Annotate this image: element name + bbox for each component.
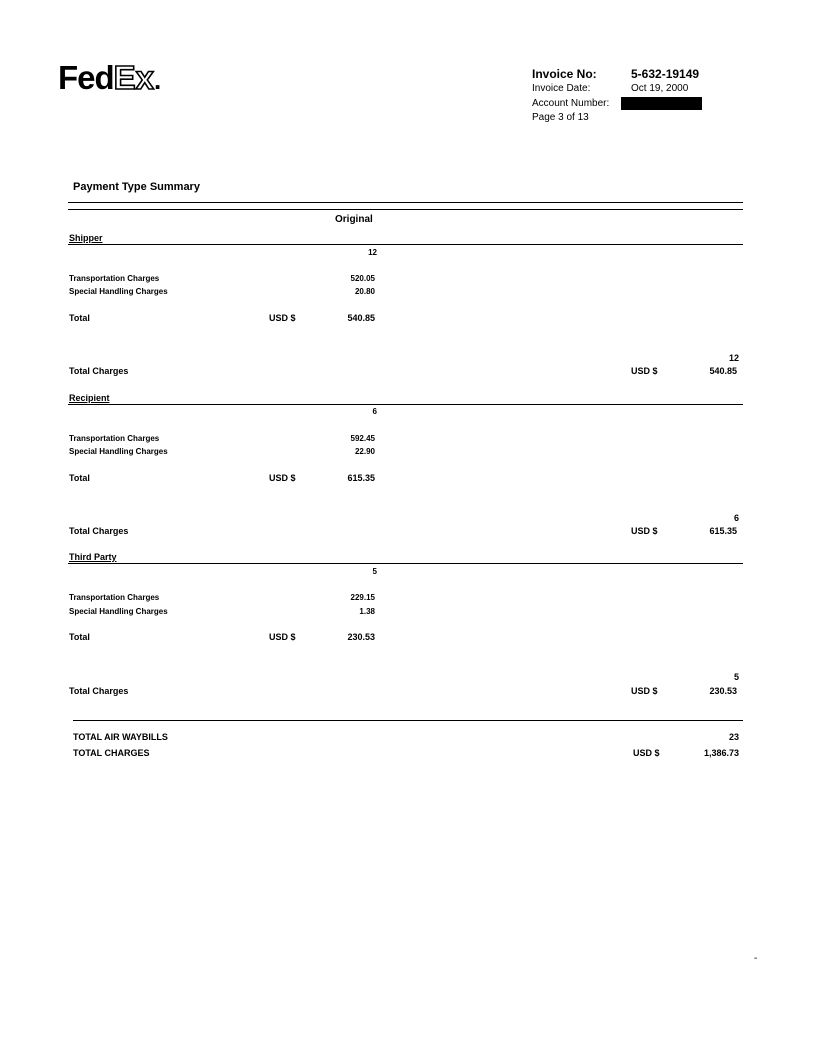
third-party-line-value: 229.15 — [350, 593, 375, 602]
third-party-line-value: 1.38 — [359, 607, 375, 616]
shipper-total-value: 540.85 — [347, 313, 375, 323]
section-title-recipient: Recipient — [69, 393, 110, 403]
recipient-total-charges-count: 6 — [733, 513, 739, 523]
column-header-original: Original — [335, 214, 373, 225]
logo-ex: Ex — [113, 59, 155, 96]
recipient-line-value: 22.90 — [354, 447, 375, 456]
shipper-line-label: Special Handling Charges — [69, 287, 168, 296]
top-rule-1 — [68, 202, 743, 203]
total-charges-value: 1,386.73 — [703, 748, 739, 758]
recipient-total-currency: USD $ — [269, 473, 296, 483]
shipper-total-charges-count: 12 — [728, 353, 739, 363]
shipper-count: 12 — [368, 248, 377, 257]
account-number-redaction — [621, 97, 702, 110]
top-rule-2 — [68, 209, 743, 210]
third-party-total-value: 230.53 — [347, 632, 375, 642]
third-party-total-charges-label: Total Charges — [69, 686, 129, 696]
section-rule-shipper — [68, 244, 743, 245]
section-title-shipper: Shipper — [69, 233, 103, 243]
logo-fed: Fed — [58, 59, 114, 96]
invoice-no-label: Invoice No: — [532, 67, 597, 81]
page-title: Payment Type Summary — [73, 181, 200, 193]
third-party-count: 5 — [372, 567, 377, 576]
total-charges-label: TOTAL CHARGES — [73, 748, 150, 758]
shipper-total-label: Total — [69, 313, 90, 323]
page-indicator: Page 3 of 13 — [532, 112, 589, 123]
recipient-total-charges-label: Total Charges — [69, 526, 129, 536]
third-party-total-label: Total — [69, 632, 90, 642]
shipper-total-currency: USD $ — [269, 313, 296, 323]
invoice-date-label: Invoice Date: — [532, 83, 591, 94]
recipient-count: 6 — [372, 407, 377, 416]
recipient-total-charges-currency: USD $ — [631, 526, 658, 536]
third-party-total-charges-count: 5 — [733, 672, 739, 682]
total-charges-currency: USD $ — [633, 748, 660, 758]
section-rule-recipient — [68, 404, 743, 405]
recipient-total-value: 615.35 — [347, 473, 375, 483]
shipper-line-value: 20.80 — [354, 287, 375, 296]
shipper-total-charges-label: Total Charges — [69, 366, 129, 376]
third-party-total-charges-value: 230.53 — [709, 686, 737, 696]
grand-total-rule — [73, 720, 743, 721]
section-title-third-party: Third Party — [69, 552, 117, 562]
logo-dot: . — [154, 65, 161, 95]
invoice-date-value: Oct 19, 2000 — [631, 83, 689, 94]
recipient-total-charges-value: 615.35 — [709, 526, 737, 536]
total-air-waybills-value: 23 — [728, 732, 739, 742]
footer-mark: - — [754, 953, 758, 964]
invoice-no-value: 5-632-19149 — [631, 67, 700, 81]
recipient-total-label: Total — [69, 473, 90, 483]
third-party-total-currency: USD $ — [269, 632, 296, 642]
third-party-line-label: Transportation Charges — [69, 593, 160, 602]
third-party-total-charges-currency: USD $ — [631, 686, 658, 696]
recipient-line-value: 592.45 — [350, 434, 375, 443]
shipper-line-label: Transportation Charges — [69, 274, 160, 283]
fedex-logo — [58, 58, 160, 100]
shipper-total-charges-currency: USD $ — [631, 366, 658, 376]
shipper-total-charges-value: 540.85 — [709, 366, 737, 376]
recipient-line-label: Transportation Charges — [69, 434, 160, 443]
account-number-label: Account Number: — [532, 98, 610, 109]
recipient-line-label: Special Handling Charges — [69, 447, 168, 456]
shipper-line-value: 520.05 — [350, 274, 375, 283]
total-air-waybills-label: TOTAL AIR WAYBILLS — [73, 732, 168, 742]
section-rule-third-party — [68, 563, 743, 564]
third-party-line-label: Special Handling Charges — [69, 607, 168, 616]
